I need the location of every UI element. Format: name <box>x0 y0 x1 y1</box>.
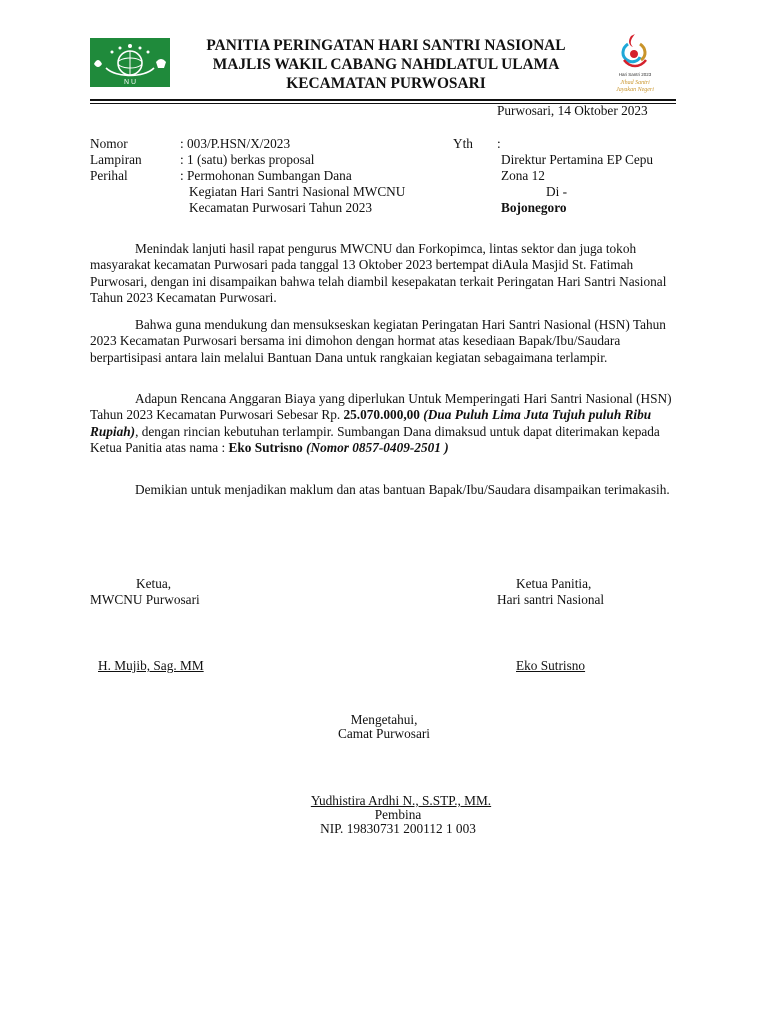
mid-signer-title-1: Mengetahui, <box>350 712 418 727</box>
perihal-value-2: Kegiatan Hari Santri Nasional MWCNU <box>189 184 406 199</box>
letterhead-line-1: PANITIA PERINGATAN HARI SANTRI NASIONAL <box>206 37 566 54</box>
body-paragraph-3 <box>90 391 676 456</box>
body-amount: 25.070.000,00 <box>343 407 420 423</box>
nomor-value: : 003/P.HSN/X/2023 <box>180 136 291 151</box>
hsn-logo-text-2: Jihad Santri <box>620 80 650 86</box>
mid-signer-title-2: Camat Purwosari <box>338 726 430 741</box>
yth-colon: : <box>497 136 501 151</box>
recipient-line-1: Direktur Pertamina EP Cepu <box>501 152 654 167</box>
hsn-logo-text-3: Jayakan Negeri <box>616 87 654 93</box>
recipient-line-4: Bojonegoro <box>501 200 567 215</box>
recipient-line-3: Di - <box>546 184 568 199</box>
body-paragraph-3-text-a: Adapun Rencana Anggaran Biaya yang diperlukan Untuk Memperingati Hari Santri Nasional (HSN) Tahun 2023 Kecamatan Purwosari Sebesar Rp. <box>90 391 672 423</box>
letterhead-line-3: KECAMATAN PURWOSARI <box>286 75 486 92</box>
date-line: Purwosari, 14 Oktober 2023 <box>497 103 648 118</box>
nomor-label: Nomor <box>90 136 128 151</box>
left-signer-name: H. Mujib, Sag. MM <box>98 658 204 673</box>
lampiran-value: : 1 (satu) berkas proposal <box>180 152 315 167</box>
mid-signer-nip: NIP. 19830731 200112 1 003 <box>320 821 476 836</box>
left-signer-title-2: MWCNU Purwosari <box>90 592 200 607</box>
hsn-logo-text-1: Hari Santri 2023 <box>618 72 652 77</box>
body-paragraph-1 <box>90 241 676 306</box>
lampiran-label: Lampiran <box>90 152 142 167</box>
perihal-label: Perihal <box>90 168 128 183</box>
recipient-line-2: Zona 12 <box>501 168 545 183</box>
perihal-value-3: Kecamatan Purwosari Tahun 2023 <box>189 200 373 215</box>
left-signer-title-1: Ketua, <box>136 576 172 591</box>
hari-santri-logo <box>600 30 670 98</box>
body-amount-words: (Dua Puluh Lima Juta Tujuh puluh Ribu Rupiah) <box>90 407 652 439</box>
right-signer-name: Eko Sutrisno <box>516 658 586 673</box>
body-paragraph-1-text: Menindak lanjuti hasil rapat pengurus MWCNU dan Forkopimca, lintas sektor dan juga tokoh masyarakat kecamatan Purwosari pada tanggal 13 Oktober 2023 bertempat diAula Masjid St. Fatimah Purwosari, dengan ini disampaikan bahwa telah diambil kesepakatan terkait Peringatan Hari Santri Nasional Tahun 2023 Kecamatan Purwosari. <box>90 241 667 305</box>
mid-signer-role: Pembina <box>374 807 422 822</box>
body-paragraph-2 <box>90 317 676 366</box>
right-signer-title-2: Hari santri Nasional <box>497 592 605 607</box>
yth-label: Yth <box>453 136 473 151</box>
right-signer-title-1: Ketua Panitia, <box>516 576 592 591</box>
body-paragraph-2-text: Bahwa guna mendukung dan mensukseskan kegiatan Peringatan Hari Santri Nasional (HSN) Tahun 2023 Kecamatan Purwosari bersama ini dimohon dengan hormat atas kesediaan Bapak/Ibu/Saudara berpartisipasi antara lain melalui Bantuan Dana untuk rangkaian kegiatan sebagaimana terlampir. <box>90 317 666 365</box>
nu-logo-text: N U <box>123 79 137 86</box>
body-paragraph-4 <box>90 482 676 498</box>
body-recipient-name: Eko Sutrisno <box>228 439 303 455</box>
perihal-value-1: : Permohonan Sumbangan Dana <box>180 168 352 183</box>
letterhead-line-2: MAJLIS WAKIL CABANG NAHDLATUL ULAMA <box>212 56 560 73</box>
body-paragraph-3-text-b: , dengan rincian kebutuhan terlampir. Sumbangan Dana dimaksud untuk dapat diterimakan kepada Ketua Panitia atas nama : <box>90 423 660 455</box>
mid-signer-name: Yudhistira Ardhi N., S.STP., MM. <box>310 793 492 808</box>
nu-logo <box>90 38 170 87</box>
body-paragraph-4-text: Demikian untuk menjadikan maklum dan atas bantuan Bapak/Ibu/Saudara disampaikan terimakasih. <box>135 482 670 497</box>
body-recipient-phone: (Nomor 0857-0409-2501 ) <box>306 439 449 455</box>
